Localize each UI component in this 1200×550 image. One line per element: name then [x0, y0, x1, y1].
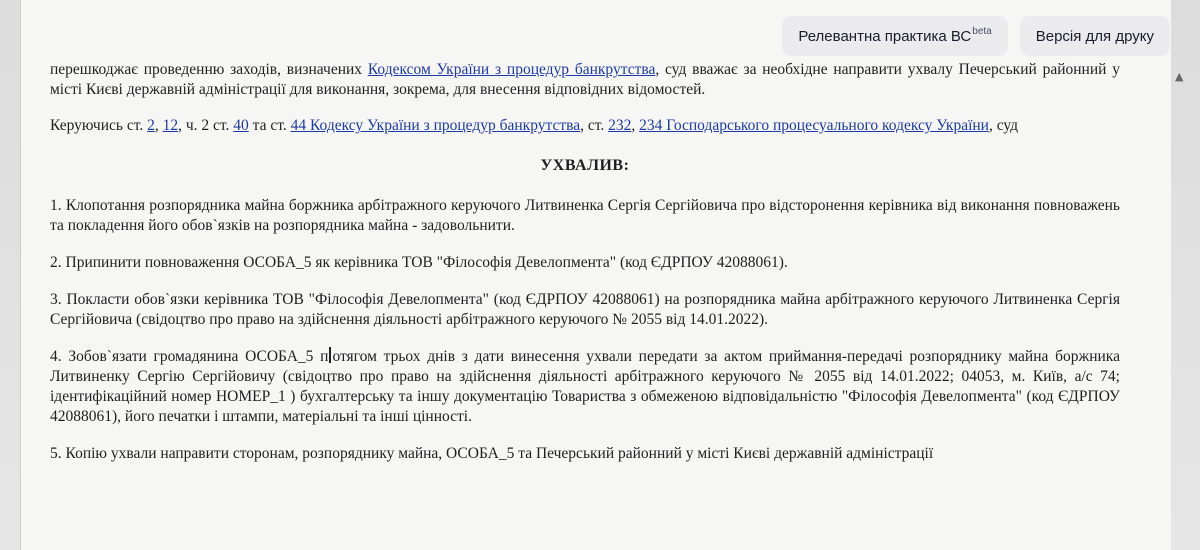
paragraph-text: , суд вважає за необхідне направити ухвалу Печерський районний у місті Києві державній адміністрації для виконання, зокрема, для внесення відповідних відомостей.	[50, 61, 1120, 98]
relevant-practice-button[interactable]	[782, 16, 1007, 56]
paragraph-intro	[50, 60, 1120, 100]
article-44-bankruptcy-code-link[interactable]: 44 Кодексу України з процедур банкрутства	[290, 117, 581, 134]
separator-text: , ст.	[580, 117, 609, 134]
ruling-item-1: 1. Клопотання розпорядника майна боржника арбітражного керуючого Литвиненка Сергія Сергійовича про відсторонення керівника від виконання повноважень та покладення його обов`язків на розпорядника майна - задовольнити.	[50, 197, 1120, 234]
paragraph-text: Керуючись ст.	[50, 117, 148, 134]
relevant-practice-label: Релевантна практика ВС	[798, 27, 972, 45]
ruling-item-3: 3. Покласти обов`язки керівника ТОВ "Філософія Девелопмента" (код ЄДРПОУ 42088061) на розпорядника майна арбітражного керуючого Литвиненка Сергія Сергійовича (свідоцтво про право на здійснення діяльності арбітражного керуючого № 2055 від 14.01.2022).	[50, 291, 1120, 328]
document-body	[50, 60, 1120, 481]
item-text: отягом трьох днів з дати винесення ухвали передати за актом приймання-передачі розпоряднику майна боржника Литвиненку Сергію Сергійовичу (свідоцтво про право на здійснення діяльності арбітражного керуючого № 2055 від 14.01.2022; 04053, м. Київ, а/с 74; ідентифікаційний номер НОМЕР_1 ) бухгалтерську та іншу документацію Товариства з обмеженою відповідальністю "Філософія Девелопмента" (код ЄДРПОУ 42088061), його печатки і штампи, матеріальні та інші цінності.	[50, 348, 1120, 425]
article-232-link[interactable]: 232	[608, 117, 632, 134]
beta-badge: beta	[972, 25, 992, 37]
scrollbar[interactable]	[1170, 70, 1190, 550]
separator-text: , суд	[988, 117, 1019, 134]
ruling-item-5: 5. Копію ухвали направити сторонам, розпоряднику майна, ОСОБА_5 та Печерський районний у місті Києві державній адміністрації	[50, 445, 934, 462]
separator-text: ,	[631, 117, 640, 134]
bankruptcy-code-link[interactable]: Кодексом України з процедур банкрутства	[367, 61, 656, 78]
separator-text: та ст.	[248, 117, 291, 134]
article-234-commercial-procedure-code-link[interactable]: 234 Господарського процесуального кодексу України	[639, 117, 989, 134]
print-version-button[interactable]	[1020, 16, 1170, 56]
paragraph-text: перешкоджає проведенню заходів, визначених	[50, 61, 368, 78]
ruling-item-4	[50, 347, 1120, 427]
ruling-item-2: 2. Припинити повноваження ОСОБА_5 як керівника ТОВ "Філософія Девелопмента" (код ЄДРПОУ 42088061).	[50, 254, 788, 271]
ruling-heading: УХВАЛИВ:	[540, 157, 630, 174]
paragraph-legal-basis	[50, 116, 1120, 136]
print-version-label: Версія для друку	[1035, 27, 1154, 45]
separator-text: ,	[154, 117, 163, 134]
scroll-up-arrow-icon[interactable]: ▲	[1175, 70, 1184, 83]
item-text: 4. Зобов`язати громадянина ОСОБА_5 п	[50, 348, 329, 365]
separator-text: , ч. 2 ст.	[178, 117, 234, 134]
article-12-link[interactable]: 12	[162, 117, 179, 134]
article-2-link[interactable]: 2	[147, 117, 155, 134]
article-40-link[interactable]: 40	[233, 117, 249, 134]
toolbar	[782, 16, 1170, 56]
